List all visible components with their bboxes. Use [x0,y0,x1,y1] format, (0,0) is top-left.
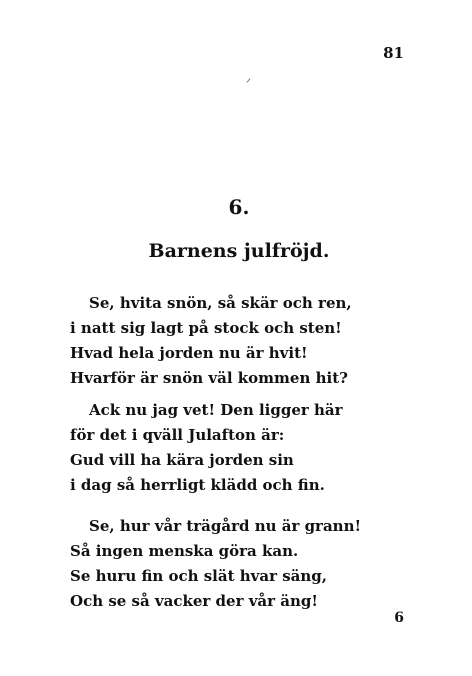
verse-line: Hvad hela jorden nu är hvit! [70,344,308,362]
poem-title: Barnens julfröjd. [148,240,330,262]
verse-line: för det i qväll Julafton är: [70,426,285,444]
verse-line: Gud vill ha kära jorden sin [70,451,294,469]
verse-line: Så ingen menska göra kan. [70,542,299,560]
verse-line: Se, hur vår trägård nu är grann! [89,517,362,535]
verse-line: Hvarför är snön väl kommen hit? [70,369,348,387]
stray-ink-mark [247,78,251,82]
verse-line: Se huru fin och slät hvar säng, [70,567,327,585]
verse-line: Och se så vacker der vår äng! [70,592,318,610]
page-number: 81 [383,44,404,62]
verse-line: Ack nu jag vet! Den ligger här [89,401,343,419]
stanza-3 [70,514,370,614]
stanza-2 [70,398,370,498]
verse-line: i natt sig lagt på stock och sten! [70,319,342,337]
signature-mark: 6 [394,610,404,626]
stanza-1 [70,291,370,391]
verse-line: Se, hvita snön, så skär och ren, [89,294,352,312]
poem-number: 6. [228,195,250,219]
verse-line: i dag så herrligt klädd och fin. [70,476,325,494]
